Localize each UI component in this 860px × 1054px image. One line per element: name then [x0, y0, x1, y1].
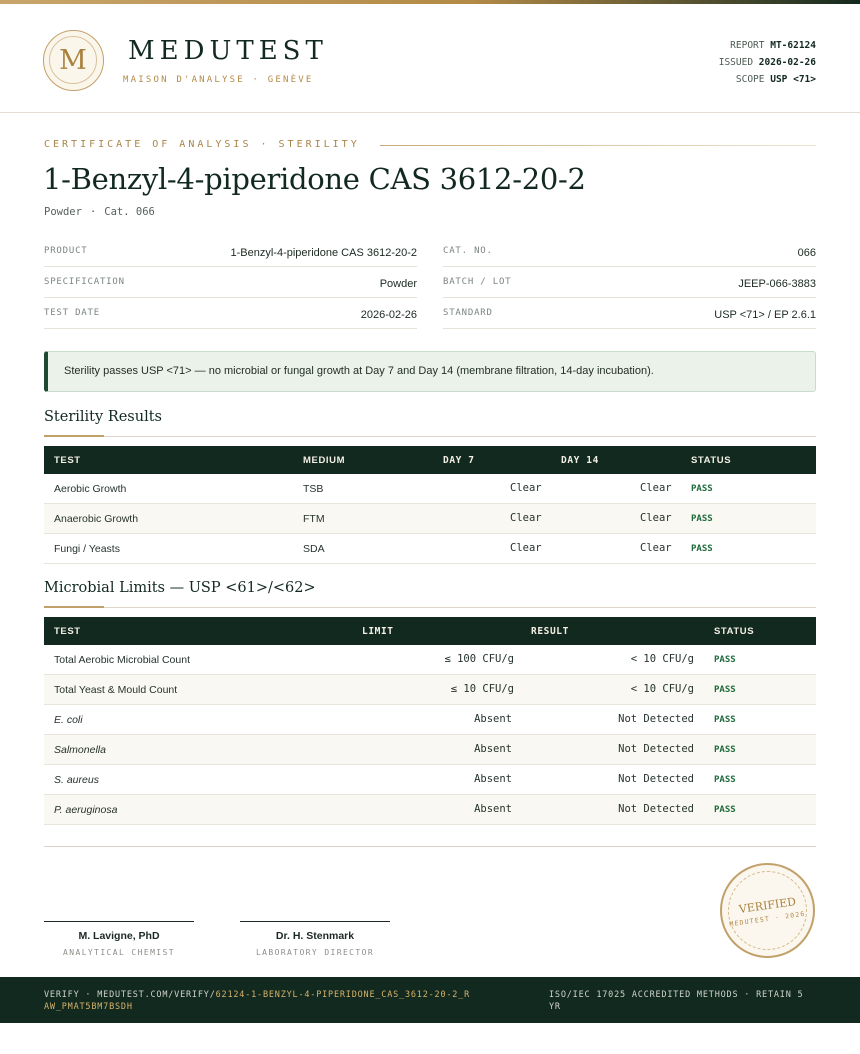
info-grid-right [443, 236, 816, 329]
verify-prefix: VERIFY · MEDUTEST.COM/VERIFY/ [44, 990, 216, 1000]
sterility-table [44, 446, 816, 564]
cell-limit: Absent [474, 803, 512, 815]
table-row [44, 705, 816, 735]
cell-result: < 10 CFU/g [630, 683, 694, 695]
table-row [44, 504, 816, 534]
status-badge: PASS [691, 514, 713, 524]
info-label: STANDARD [443, 308, 493, 318]
info-row-specification [44, 267, 417, 298]
status-badge: PASS [714, 745, 736, 755]
info-value: JEEP-066-3883 [738, 278, 816, 290]
logo-letter: M [49, 36, 97, 84]
table-row [44, 765, 816, 795]
product-form: Powder [44, 206, 82, 218]
info-value: USP <71> / EP 2.6.1 [714, 309, 816, 321]
cell-result: Not Detected [618, 773, 694, 785]
table-row [44, 645, 816, 675]
brand-subtitle: MAISON D'ANALYSE · GENÈVE [123, 75, 314, 85]
table-row [44, 735, 816, 765]
cell-day7: Clear [510, 482, 542, 494]
status-badge: PASS [691, 484, 713, 494]
info-label: BATCH / LOT [443, 277, 512, 287]
header [0, 4, 860, 113]
verified-seal [720, 863, 815, 958]
info-row-product [44, 236, 417, 267]
info-value: Powder [379, 278, 417, 290]
signature-block-director [240, 921, 390, 957]
accreditation-note: ISO/IEC 17025 ACCREDITED METHODS · RETAIN 5 YR [549, 990, 804, 1012]
cell-day14: Clear [640, 542, 672, 554]
cell-day7: Clear [510, 542, 542, 554]
cell-limit: Absent [474, 743, 512, 755]
meta-scope: SCOPE USP <71> [735, 74, 816, 85]
info-row-test-date [44, 298, 417, 329]
table-row [44, 474, 816, 504]
signature-block-analyst [44, 921, 194, 957]
result-summary-alert [44, 351, 816, 392]
status-badge: PASS [714, 655, 736, 665]
sterility-section-title: Sterility Results [44, 409, 162, 425]
info-row-cat-no [443, 236, 816, 267]
cell-test: E. coli [54, 714, 83, 726]
cell-test: Fungi / Yeasts [54, 543, 120, 555]
cell-test: Total Aerobic Microbial Count [54, 654, 190, 666]
info-value: 066 [797, 247, 816, 259]
column-header: TEST [54, 626, 81, 637]
status-badge: PASS [714, 775, 736, 785]
cell-day14: Clear [640, 512, 672, 524]
certificate-label: CERTIFICATE OF ANALYSIS · STERILITY [44, 139, 360, 150]
info-label: TEST DATE [44, 308, 100, 318]
status-badge: PASS [714, 715, 736, 725]
signature-role: ANALYTICAL CHEMIST [63, 948, 175, 957]
product-subtitle [44, 206, 155, 218]
verify-line [44, 989, 474, 1013]
table-row [44, 534, 816, 564]
info-value: 1-Benzyl-4-piperidone CAS 3612-20-2 [230, 247, 417, 259]
column-header: DAY 7 [443, 455, 475, 466]
page-title: 1-Benzyl-4-piperidone CAS 3612-20-2 [43, 162, 586, 196]
column-header: LIMIT [362, 626, 394, 637]
info-row-standard [443, 298, 816, 329]
verify-link[interactable]: 62124-1-BENZYL-4-PIPERIDONE_CAS_3612-20-2_RAW_PMAT5BM7BSDH [44, 990, 471, 1012]
cell-test: Anaerobic Growth [54, 513, 139, 525]
cell-medium: TSB [303, 483, 324, 495]
cell-day7: Clear [510, 512, 542, 524]
seal-subtext: MEDUTEST · 2026 [728, 909, 807, 929]
cell-test: Total Yeast & Mould Count [54, 684, 178, 696]
brand-name: MEDUTEST [128, 36, 328, 66]
section-rule [44, 607, 816, 608]
column-header: STATUS [691, 455, 732, 466]
cell-result: Not Detected [618, 743, 694, 755]
cell-limit: Absent [474, 713, 512, 725]
column-header: TEST [54, 455, 81, 466]
product-catalog: Cat. 066 [104, 206, 155, 218]
signature-role: LABORATORY DIRECTOR [255, 948, 375, 957]
cell-limit: Absent [474, 773, 512, 785]
info-value: 2026-02-26 [360, 309, 417, 321]
cell-result: Not Detected [618, 713, 694, 725]
seal-text: VERIFIED [738, 895, 797, 916]
cell-result: < 10 CFU/g [630, 653, 694, 665]
cell-test: S. aureus [54, 774, 99, 786]
column-header: DAY 14 [561, 455, 599, 466]
footer [0, 977, 860, 1023]
table-header [44, 446, 816, 474]
info-row-batch [443, 267, 816, 298]
cell-limit: ≤ 10 CFU/g [450, 683, 514, 695]
cell-test: Aerobic Growth [54, 483, 127, 495]
signature-name: M. Lavigne, PhD [78, 930, 160, 942]
certificate-rule [380, 145, 816, 146]
info-label: CAT. NO. [443, 246, 493, 256]
cell-test: Salmonella [54, 744, 106, 756]
cell-day14: Clear [640, 482, 672, 494]
alert-text: Sterility passes USP <71> — no microbial or fungal growth at Day 7 and Day 14 (membrane filtration, 14-day incubation). [64, 365, 654, 377]
microbial-limits-table [44, 617, 816, 825]
table-header [44, 617, 816, 645]
cell-medium: FTM [303, 513, 325, 525]
status-badge: PASS [691, 544, 713, 554]
status-badge: PASS [714, 805, 736, 815]
signature-divider [44, 846, 816, 847]
cell-result: Not Detected [618, 803, 694, 815]
cell-limit: ≤ 100 CFU/g [444, 653, 514, 665]
subtitle-separator: · [89, 206, 97, 218]
section-rule [44, 436, 816, 437]
column-header: STATUS [714, 626, 755, 637]
section-accent [44, 606, 104, 608]
cell-medium: SDA [303, 543, 325, 555]
report-meta [719, 37, 816, 88]
table-row [44, 675, 816, 705]
section-accent [44, 435, 104, 437]
meta-issued: ISSUED 2026-02-26 [718, 57, 816, 68]
meta-report: REPORT MT-62124 [730, 40, 816, 51]
info-grid-left [44, 236, 417, 329]
table-row [44, 795, 816, 825]
logo-seal [43, 30, 104, 91]
column-header: RESULT [531, 626, 569, 637]
cell-test: P. aeruginosa [54, 804, 118, 816]
signature-name: Dr. H. Stenmark [275, 930, 355, 942]
column-header: MEDIUM [303, 455, 346, 466]
status-badge: PASS [714, 685, 736, 695]
info-label: SPECIFICATION [44, 277, 125, 287]
microbial-section-title: Microbial Limits — USP <61>/<62> [44, 580, 316, 596]
info-label: PRODUCT [44, 246, 88, 256]
